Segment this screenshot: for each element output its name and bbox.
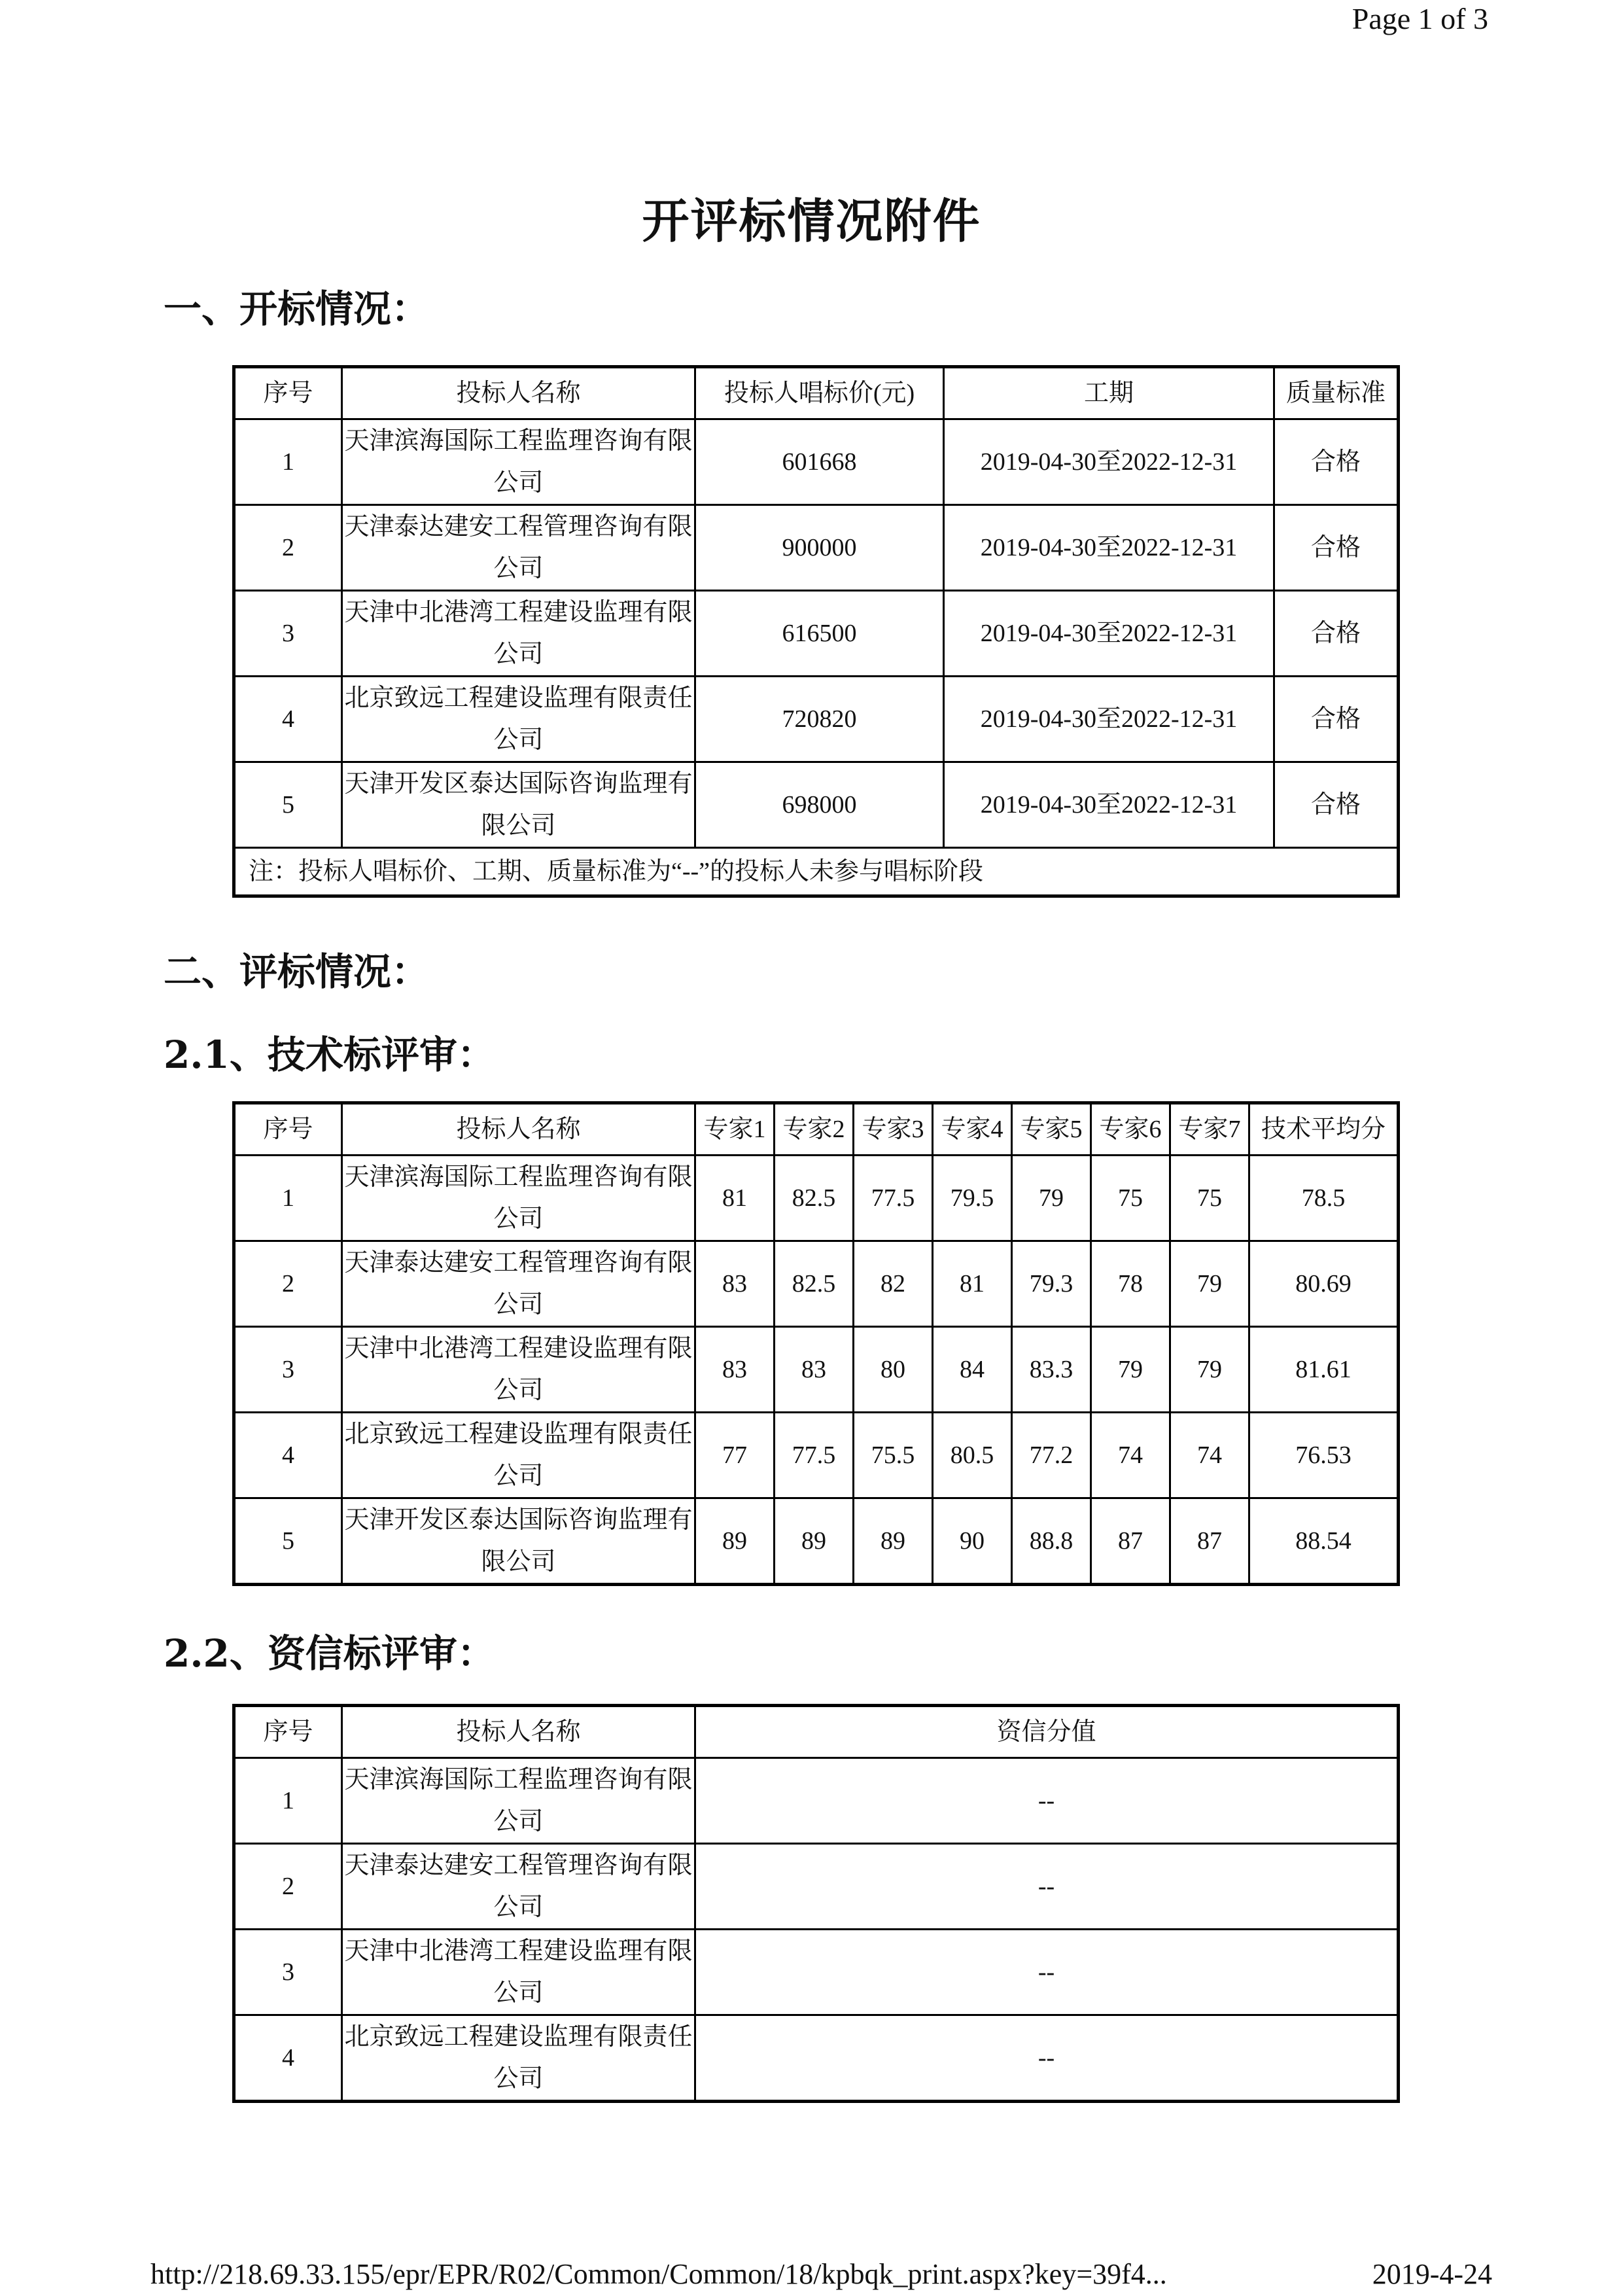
row-number: 3 bbox=[234, 1930, 342, 2015]
construction-period: 2019-04-30至2022-12-31 bbox=[944, 762, 1274, 848]
row-number: 2 bbox=[234, 505, 342, 591]
table-row bbox=[234, 1327, 1399, 1413]
row-number: 1 bbox=[234, 419, 342, 505]
bidder-name-line1: 北京致远工程建设监理有限责任 bbox=[344, 2023, 693, 2051]
table-row bbox=[234, 1241, 1399, 1327]
col-header-4: 专家3 bbox=[854, 1103, 933, 1156]
bidder-name-line2: 公司 bbox=[493, 1808, 544, 1835]
expert-score-5: 79.3 bbox=[1012, 1241, 1091, 1327]
expert-score-7: 79 bbox=[1170, 1241, 1249, 1327]
expert-score-2: 83 bbox=[775, 1327, 854, 1413]
bidder-name-line2: 公司 bbox=[493, 469, 544, 497]
table-row bbox=[234, 2015, 1399, 2102]
footer-date: 2019-4-24 bbox=[1372, 2258, 1492, 2290]
expert-score-4: 81 bbox=[933, 1241, 1012, 1327]
table-row bbox=[234, 762, 1399, 848]
technical-average: 81.61 bbox=[1249, 1327, 1399, 1413]
bidder-name-line1: 北京致远工程建设监理有限责任 bbox=[344, 684, 693, 712]
col-header-8: 专家7 bbox=[1170, 1103, 1249, 1156]
table-row bbox=[234, 1758, 1399, 1844]
bidder-name-line2: 限公司 bbox=[481, 1548, 556, 1576]
bidder-name-line1: 天津开发区泰达国际咨询监理有 bbox=[344, 1506, 693, 1534]
bidder-name-line1: 天津滨海国际工程监理咨询有限 bbox=[344, 1766, 693, 1793]
expert-score-1: 77 bbox=[695, 1413, 775, 1498]
section-heading-technical: 2.1、技术标评审： bbox=[164, 1033, 495, 1077]
bidder-name-line1: 天津开发区泰达国际咨询监理有 bbox=[344, 770, 693, 798]
expert-score-7: 74 bbox=[1170, 1413, 1249, 1498]
table-note: 注：投标人唱标价、工期、质量标准为“--”的投标人未参与唱标阶段 bbox=[234, 848, 1399, 896]
technical-average: 80.69 bbox=[1249, 1241, 1399, 1327]
row-number: 4 bbox=[234, 677, 342, 762]
bidder-name-line1: 天津泰达建安工程管理咨询有限 bbox=[344, 513, 693, 540]
col-header-1: 投标人名称 bbox=[342, 1103, 695, 1156]
expert-score-5: 83.3 bbox=[1012, 1327, 1091, 1413]
expert-score-4: 90 bbox=[933, 1498, 1012, 1585]
page-number: Page 1 of 3 bbox=[1352, 2, 1488, 35]
row-number: 3 bbox=[234, 591, 342, 677]
bid-price: 720820 bbox=[695, 677, 944, 762]
expert-score-6: 78 bbox=[1091, 1241, 1170, 1327]
expert-score-1: 89 bbox=[695, 1498, 775, 1585]
page-title: 开评标情况附件 bbox=[642, 193, 981, 249]
bidder-name-line2: 限公司 bbox=[481, 812, 556, 839]
col-header-2: 专家1 bbox=[695, 1103, 775, 1156]
bidder-name bbox=[342, 2015, 695, 2102]
expert-score-6: 75 bbox=[1091, 1156, 1170, 1241]
bidder-name bbox=[342, 1844, 695, 1930]
technical-average: 88.54 bbox=[1249, 1498, 1399, 1585]
bidder-name bbox=[342, 591, 695, 677]
construction-period: 2019-04-30至2022-12-31 bbox=[944, 419, 1274, 505]
expert-score-2: 82.5 bbox=[775, 1156, 854, 1241]
bidder-name bbox=[342, 1327, 695, 1413]
bidder-name-line1: 天津中北港湾工程建设监理有限 bbox=[344, 1937, 693, 1965]
expert-score-1: 83 bbox=[695, 1327, 775, 1413]
col-header-no: 序号 bbox=[234, 367, 342, 419]
table-row bbox=[234, 1156, 1399, 1241]
bidder-name-line2: 公司 bbox=[493, 1894, 544, 1921]
row-number: 1 bbox=[234, 1758, 342, 1844]
bidder-name bbox=[342, 1241, 695, 1327]
credit-score: -- bbox=[695, 1844, 1399, 1930]
expert-score-2: 82.5 bbox=[775, 1241, 854, 1327]
expert-score-3: 75.5 bbox=[854, 1413, 933, 1498]
quality-standard: 合格 bbox=[1274, 505, 1399, 591]
footer-url: http://218.69.33.155/epr/EPR/R02/Common/Common/18/kpbqk_print.aspx?key=39f4... bbox=[150, 2258, 1167, 2290]
col-header-period: 工期 bbox=[944, 367, 1274, 419]
bidder-name bbox=[342, 505, 695, 591]
col-header-0: 序号 bbox=[234, 1103, 342, 1156]
expert-score-4: 80.5 bbox=[933, 1413, 1012, 1498]
section-heading-evaluation: 二、评标情况： bbox=[164, 949, 430, 994]
col-header-bidder: 投标人名称 bbox=[342, 367, 695, 419]
bidder-name-line2: 公司 bbox=[493, 1979, 544, 2007]
credit-score: -- bbox=[695, 1930, 1399, 2015]
quality-standard: 合格 bbox=[1274, 591, 1399, 677]
bidder-name-line1: 天津滨海国际工程监理咨询有限 bbox=[344, 427, 693, 455]
expert-score-6: 74 bbox=[1091, 1413, 1170, 1498]
expert-score-6: 79 bbox=[1091, 1327, 1170, 1413]
col-header-quality: 质量标准 bbox=[1274, 367, 1399, 419]
col-header-7: 专家6 bbox=[1091, 1103, 1170, 1156]
expert-score-5: 79 bbox=[1012, 1156, 1091, 1241]
quality-standard: 合格 bbox=[1274, 677, 1399, 762]
expert-score-5: 77.2 bbox=[1012, 1413, 1091, 1498]
bidder-name bbox=[342, 762, 695, 848]
bidder-name-line2: 公司 bbox=[493, 1462, 544, 1490]
col-header-price: 投标人唱标价(元) bbox=[695, 367, 944, 419]
row-number: 2 bbox=[234, 1241, 342, 1327]
table-note-row bbox=[234, 848, 1399, 896]
bidder-name bbox=[342, 419, 695, 505]
table-row bbox=[234, 1844, 1399, 1930]
bidder-name-line2: 公司 bbox=[493, 641, 544, 668]
col-header-no: 序号 bbox=[234, 1706, 342, 1758]
bidder-name bbox=[342, 1413, 695, 1498]
table-row bbox=[234, 505, 1399, 591]
bidder-name-line2: 公司 bbox=[493, 726, 544, 754]
bidder-name-line2: 公司 bbox=[493, 1377, 544, 1404]
row-number: 1 bbox=[234, 1156, 342, 1241]
quality-standard: 合格 bbox=[1274, 762, 1399, 848]
expert-score-4: 79.5 bbox=[933, 1156, 1012, 1241]
col-header-bidder: 投标人名称 bbox=[342, 1706, 695, 1758]
bidder-name bbox=[342, 1930, 695, 2015]
section-heading-credit: 2.2、资信标评审： bbox=[164, 1631, 495, 1676]
col-header-3: 专家2 bbox=[775, 1103, 854, 1156]
row-number: 3 bbox=[234, 1327, 342, 1413]
expert-score-1: 83 bbox=[695, 1241, 775, 1327]
expert-score-2: 77.5 bbox=[775, 1413, 854, 1498]
expert-score-3: 80 bbox=[854, 1327, 933, 1413]
expert-score-7: 75 bbox=[1170, 1156, 1249, 1241]
technical-table bbox=[232, 1101, 1400, 1586]
bidder-name bbox=[342, 1498, 695, 1585]
quality-standard: 合格 bbox=[1274, 419, 1399, 505]
table-header-row bbox=[234, 367, 1399, 419]
bidder-name-line1: 天津泰达建安工程管理咨询有限 bbox=[344, 1852, 693, 1879]
construction-period: 2019-04-30至2022-12-31 bbox=[944, 591, 1274, 677]
bid-price: 601668 bbox=[695, 419, 944, 505]
opening-table bbox=[232, 365, 1400, 898]
table-row bbox=[234, 419, 1399, 505]
col-header-5: 专家4 bbox=[933, 1103, 1012, 1156]
row-number: 5 bbox=[234, 1498, 342, 1585]
bidder-name bbox=[342, 677, 695, 762]
col-header-credit-score: 资信分值 bbox=[695, 1706, 1399, 1758]
col-header-9: 技术平均分 bbox=[1249, 1103, 1399, 1156]
technical-average: 76.53 bbox=[1249, 1413, 1399, 1498]
construction-period: 2019-04-30至2022-12-31 bbox=[944, 677, 1274, 762]
table-header-row bbox=[234, 1103, 1399, 1156]
expert-score-4: 84 bbox=[933, 1327, 1012, 1413]
expert-score-6: 87 bbox=[1091, 1498, 1170, 1585]
technical-average: 78.5 bbox=[1249, 1156, 1399, 1241]
bidder-name-line2: 公司 bbox=[493, 1205, 544, 1233]
table-row bbox=[234, 677, 1399, 762]
expert-score-3: 82 bbox=[854, 1241, 933, 1327]
section-heading-opening: 一、开标情况： bbox=[164, 287, 430, 331]
expert-score-3: 77.5 bbox=[854, 1156, 933, 1241]
expert-score-7: 79 bbox=[1170, 1327, 1249, 1413]
expert-score-1: 81 bbox=[695, 1156, 775, 1241]
bidder-name-line2: 公司 bbox=[493, 2065, 544, 2093]
row-number: 2 bbox=[234, 1844, 342, 1930]
bid-price: 616500 bbox=[695, 591, 944, 677]
col-header-6: 专家5 bbox=[1012, 1103, 1091, 1156]
expert-score-2: 89 bbox=[775, 1498, 854, 1585]
row-number: 5 bbox=[234, 762, 342, 848]
construction-period: 2019-04-30至2022-12-31 bbox=[944, 505, 1274, 591]
expert-score-3: 89 bbox=[854, 1498, 933, 1585]
bidder-name-line1: 天津滨海国际工程监理咨询有限 bbox=[344, 1163, 693, 1191]
credit-score: -- bbox=[695, 1758, 1399, 1844]
bid-price: 698000 bbox=[695, 762, 944, 848]
row-number: 4 bbox=[234, 1413, 342, 1498]
row-number: 4 bbox=[234, 2015, 342, 2102]
expert-score-5: 88.8 bbox=[1012, 1498, 1091, 1585]
credit-table bbox=[232, 1704, 1400, 2103]
bidder-name-line2: 公司 bbox=[493, 555, 544, 582]
table-row bbox=[234, 1498, 1399, 1585]
bidder-name-line1: 北京致远工程建设监理有限责任 bbox=[344, 1421, 693, 1448]
bidder-name-line1: 天津泰达建安工程管理咨询有限 bbox=[344, 1249, 693, 1277]
bidder-name bbox=[342, 1156, 695, 1241]
table-row bbox=[234, 591, 1399, 677]
bidder-name-line1: 天津中北港湾工程建设监理有限 bbox=[344, 599, 693, 626]
bid-price: 900000 bbox=[695, 505, 944, 591]
table-row bbox=[234, 1930, 1399, 2015]
bidder-name-line2: 公司 bbox=[493, 1291, 544, 1318]
table-row bbox=[234, 1413, 1399, 1498]
bidder-name bbox=[342, 1758, 695, 1844]
bidder-name-line1: 天津中北港湾工程建设监理有限 bbox=[344, 1335, 693, 1362]
expert-score-7: 87 bbox=[1170, 1498, 1249, 1585]
credit-score: -- bbox=[695, 2015, 1399, 2102]
table-header-row bbox=[234, 1706, 1399, 1758]
